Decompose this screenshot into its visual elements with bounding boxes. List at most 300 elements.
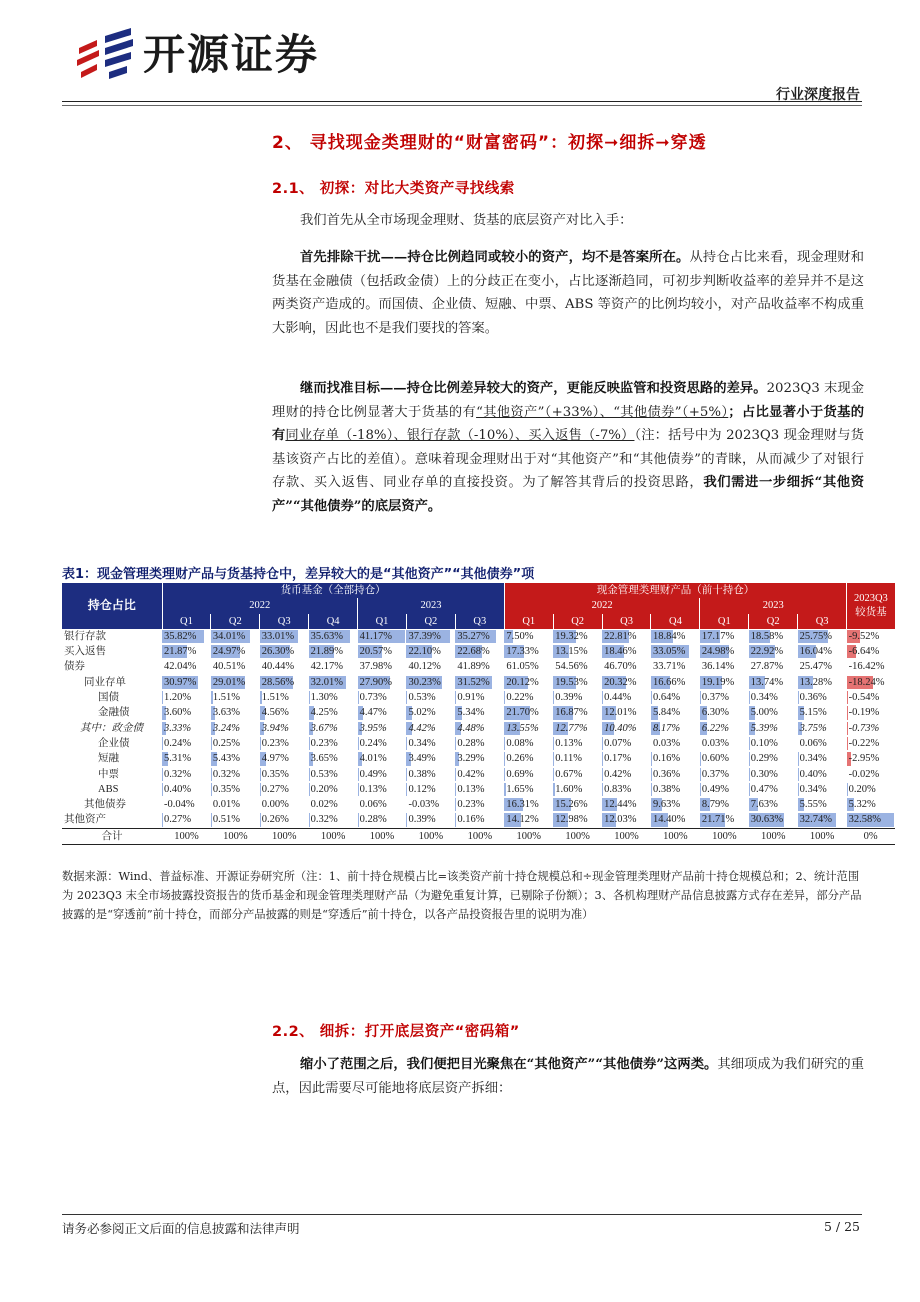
table-cell: [455, 797, 504, 812]
para-intro: 我们首先从全市场现金理财、货基的底层资产对比入手：: [300, 213, 633, 228]
cell-value: 5.32%: [848, 799, 876, 811]
cell-value: 1.51%: [212, 692, 241, 704]
table-row: [62, 782, 895, 797]
table-cell: [651, 782, 700, 797]
table-cell: [700, 736, 749, 751]
cell-value: 40.51%: [212, 661, 246, 673]
cell-value: 27.90%: [359, 676, 392, 688]
cell-value: 19.53%: [555, 676, 588, 688]
table-cell: [406, 629, 455, 644]
cell-value: 5.43%: [212, 753, 241, 765]
year-header: 2022: [504, 598, 700, 613]
cell-value: 4.48%: [457, 722, 485, 734]
cell-value: 5.31%: [164, 753, 192, 765]
cell-value: 18.58%: [750, 630, 784, 642]
cell-value: 54.56%: [555, 661, 588, 673]
cell-value: 24.98%: [701, 646, 735, 658]
table-cell: [651, 736, 700, 751]
table-body: [62, 629, 895, 845]
cell-value: 12.44%: [604, 799, 637, 811]
cell-value: 17.17%: [701, 630, 735, 642]
table-cell: [309, 690, 358, 705]
cell-value: 22.81%: [604, 630, 637, 642]
cell-value: 0.34%: [750, 692, 778, 704]
cell-value: 41.17%: [359, 630, 392, 642]
table-cell: [847, 644, 895, 659]
table-cell: 100%: [700, 828, 749, 844]
cell-value: 37.39%: [408, 630, 441, 642]
cell-value: 0.13%: [359, 783, 387, 795]
table-cell: [847, 812, 895, 828]
cell-value: 1.60%: [555, 783, 583, 795]
quarter-header: Q1: [358, 614, 407, 629]
cell-value: 0.44%: [604, 692, 632, 704]
cell-value: 16.87%: [555, 707, 588, 719]
cell-value: 21.87%: [164, 646, 197, 658]
table-cell: [602, 767, 651, 782]
cell-value: -0.02%: [848, 768, 880, 780]
cell-value: 18.46%: [604, 646, 637, 658]
table-cell: [651, 659, 700, 674]
table-cell: [162, 705, 211, 720]
table-cell: [260, 751, 309, 766]
cell-value: 0.73%: [359, 692, 387, 704]
cell-value: 8.79%: [701, 799, 729, 811]
quarter-header: Q2: [553, 614, 602, 629]
year-header: 2022: [162, 598, 358, 613]
quarter-header: Q4: [309, 614, 358, 629]
group-header-wm: 现金管理类理财产品（前十持仓）: [504, 583, 846, 598]
table-cell: 100%: [358, 828, 407, 844]
cell-value: -0.22%: [848, 737, 880, 749]
table-cell: [211, 751, 260, 766]
subsection-2-2-title: 2.2、 细拆：打开底层资产“密码箱”: [272, 1024, 520, 1040]
table-cell: [504, 797, 553, 812]
table-cell: 100%: [749, 828, 798, 844]
cell-value: 25.75%: [799, 630, 833, 642]
cell-value: 3.75%: [799, 722, 827, 734]
table-cell: [309, 644, 358, 659]
cell-value: 13.55%: [506, 722, 539, 734]
table-cell: [798, 751, 847, 766]
cell-value: 35.82%: [164, 630, 197, 642]
cell-value: 0.16%: [457, 814, 485, 826]
table-cell: [553, 721, 602, 736]
table-cell: [211, 659, 260, 674]
cell-value: 0.83%: [604, 783, 632, 795]
data-bar: [602, 691, 603, 704]
table-cell: [749, 812, 798, 828]
quarter-header: Q1: [700, 614, 749, 629]
table-cell: [260, 675, 309, 690]
header-rule-thin: [62, 105, 862, 106]
table-cell: [211, 767, 260, 782]
table-cell: [211, 797, 260, 812]
table-cell: [798, 812, 847, 828]
table-cell: [651, 644, 700, 659]
table-cell: [847, 659, 895, 674]
cell-value: 32.01%: [310, 676, 344, 688]
table-cell: [260, 721, 309, 736]
row-header-cell: 持仓占比: [62, 583, 162, 629]
cell-value: 21.70%: [506, 707, 539, 719]
cell-value: 27.87%: [750, 661, 784, 673]
cell-value: 41.89%: [457, 661, 490, 673]
data-bar: [847, 722, 848, 735]
row-label: 中票: [98, 768, 119, 780]
cell-value: -0.73%: [848, 722, 880, 734]
table-cell: [358, 659, 407, 674]
cell-value: 0.01%: [212, 799, 241, 811]
cell-value: 0.36%: [799, 692, 827, 704]
cell-value: 19.19%: [701, 676, 735, 688]
table-cell: [749, 721, 798, 736]
table-cell: [455, 721, 504, 736]
table-cell: 100%: [798, 828, 847, 844]
table-cell: [406, 690, 455, 705]
cell-value: 61.05%: [506, 661, 539, 673]
table-cell: [749, 675, 798, 690]
data-bar: [358, 691, 359, 704]
cell-value: 0.27%: [261, 783, 289, 795]
table-cell: [504, 675, 553, 690]
cell-value: 0.00%: [261, 799, 289, 811]
table-cell: [798, 797, 847, 812]
cell-value: 0.28%: [457, 737, 485, 749]
year-header: 2023: [358, 598, 505, 613]
quarter-header: Q2: [406, 614, 455, 629]
cell-value: -18.24%: [848, 676, 885, 688]
cell-value: 3.29%: [457, 753, 485, 765]
data-bar: [651, 691, 652, 704]
table-cell: [749, 690, 798, 705]
cell-value: 5.39%: [750, 722, 778, 734]
cell-value: 4.47%: [359, 707, 387, 719]
table-cell: [798, 782, 847, 797]
table-cell: [700, 812, 749, 828]
cell-value: -0.04%: [164, 799, 195, 811]
table-cell: [260, 782, 309, 797]
doc-type-label: 行业深度报告: [776, 87, 860, 103]
cell-value: 14.40%: [652, 814, 686, 826]
table-cell: [260, 690, 309, 705]
table-cell: [602, 812, 651, 828]
table-cell: [749, 659, 798, 674]
table-cell: [406, 675, 455, 690]
table-cell: [455, 690, 504, 705]
table-cell: [602, 629, 651, 644]
cell-value: 12.01%: [604, 707, 637, 719]
data-bar: [847, 691, 848, 704]
cell-value: 3.67%: [310, 722, 338, 734]
cell-value: 37.98%: [359, 661, 392, 673]
cell-value: -0.03%: [408, 799, 440, 811]
cell-value: 0.34%: [799, 783, 827, 795]
data-bar: [700, 752, 701, 765]
table-cell: [553, 797, 602, 812]
cell-value: 3.24%: [212, 722, 241, 734]
table-cell: [260, 629, 309, 644]
table-row: [62, 721, 895, 736]
table-cell: [700, 659, 749, 674]
cell-value: 25.47%: [799, 661, 833, 673]
table-cell: [504, 812, 553, 828]
table-cell: [749, 797, 798, 812]
table-cell: [358, 751, 407, 766]
table-row: [62, 767, 895, 782]
table-cell: [358, 782, 407, 797]
table-cell: [504, 690, 553, 705]
table-row: [62, 736, 895, 751]
cell-value: 6.22%: [701, 722, 729, 734]
table-cell: [455, 659, 504, 674]
table-cell: [406, 797, 455, 812]
table-cell: [504, 705, 553, 720]
cell-value: 0.40%: [799, 768, 827, 780]
table-cell: [749, 782, 798, 797]
para-drilldown-body: 其细项成为我们研究的重点，因此需要尽可能地将底层资产拆细：: [272, 1057, 865, 1096]
table-cell: [455, 675, 504, 690]
table-cell: [602, 751, 651, 766]
table-cell: [553, 659, 602, 674]
row-label: 其中：政金债: [80, 722, 143, 734]
para-exclude: [272, 246, 864, 340]
cell-value: 5.00%: [750, 707, 778, 719]
row-label: 其他债券: [84, 799, 126, 811]
quarter-header: Q2: [749, 614, 798, 629]
year-header: 2023: [700, 598, 847, 613]
para-target: [272, 377, 864, 518]
cell-value: 21.71%: [701, 814, 735, 826]
table-cell: [847, 721, 895, 736]
table-row: [62, 629, 895, 644]
cell-value: 0.06%: [359, 799, 387, 811]
cell-value: 3.60%: [164, 707, 192, 719]
cell-value: 30.63%: [750, 814, 784, 826]
table-cell: [211, 690, 260, 705]
cell-value: 0.29%: [750, 753, 778, 765]
cell-value: -16.42%: [848, 661, 885, 673]
table-cell: [700, 705, 749, 720]
table-cell: [406, 659, 455, 674]
table-cell: [162, 690, 211, 705]
table-cell: [406, 705, 455, 720]
table-cell: 100%: [602, 828, 651, 844]
footer-rule: [62, 1214, 862, 1215]
cell-value: 7.63%: [750, 799, 778, 811]
table-cell: [553, 751, 602, 766]
quarter-header: Q3: [455, 614, 504, 629]
cell-value: 34.01%: [212, 630, 246, 642]
table-cell: [651, 721, 700, 736]
cell-value: 0.34%: [799, 753, 827, 765]
cell-value: 0.47%: [750, 783, 778, 795]
table-cell: [798, 705, 847, 720]
row-label: 买入返售: [64, 646, 106, 658]
cell-value: 0.24%: [359, 737, 387, 749]
table-cell: [847, 705, 895, 720]
section-title: 2、 寻找现金类理财的“财富密码”：初探➞细拆➞穿透: [272, 133, 707, 153]
group-header-mmf: 货币基金（全部持仓）: [162, 583, 504, 598]
table-cell: [602, 675, 651, 690]
table-cell: 100%: [553, 828, 602, 844]
cell-value: 20.32%: [604, 676, 637, 688]
table-cell: [700, 782, 749, 797]
cell-value: 0.27%: [164, 814, 192, 826]
cell-value: 0.69%: [506, 768, 534, 780]
table-cell: 100%: [651, 828, 700, 844]
cell-value: 0.12%: [408, 783, 436, 795]
table-cell: [309, 736, 358, 751]
cell-value: 8.17%: [652, 722, 681, 734]
cell-value: 5.15%: [799, 707, 827, 719]
table-cell: [749, 751, 798, 766]
row-label: ABS: [98, 783, 119, 795]
table-cell: 100%: [309, 828, 358, 844]
table-cell: [700, 751, 749, 766]
cell-value: 1.20%: [164, 692, 192, 704]
para-target-underline-2: 同业存单（-18%）、银行存款（-10%）、买入返售（-7%）: [285, 428, 635, 443]
table-cell: [504, 782, 553, 797]
table-cell: [309, 721, 358, 736]
table-row: [62, 705, 895, 720]
cell-value: 24.97%: [212, 646, 246, 658]
cell-value: 33.01%: [261, 630, 295, 642]
cell-value: 0.34%: [408, 737, 436, 749]
brand-logo: [75, 28, 345, 84]
cell-value: -6.64%: [848, 646, 880, 658]
cell-value: 16.66%: [652, 676, 686, 688]
cell-value: 22.68%: [457, 646, 490, 658]
cell-value: 36.14%: [701, 661, 735, 673]
table-cell: [455, 751, 504, 766]
table-cell: [847, 797, 895, 812]
header-rule: [62, 101, 862, 102]
diff-header: [847, 583, 895, 629]
table-cell: [358, 705, 407, 720]
table-cell: [504, 644, 553, 659]
para-target-a: 2023Q3 末现金理财的持仓比例显著大于货基的有: [272, 381, 864, 420]
cell-value: 19.32%: [555, 630, 588, 642]
table-cell: [553, 690, 602, 705]
table-cell: [162, 751, 211, 766]
table-cell: [309, 751, 358, 766]
cell-value: 0.39%: [408, 814, 436, 826]
cell-value: 0.42%: [457, 768, 485, 780]
table-cell: [847, 767, 895, 782]
quarter-header: Q1: [504, 614, 553, 629]
cell-value: 30.97%: [164, 676, 197, 688]
data-bar: [211, 813, 212, 826]
cell-value: 0.13%: [555, 737, 583, 749]
cell-value: 3.65%: [310, 753, 338, 765]
table-cell: [455, 767, 504, 782]
table-cell: [798, 629, 847, 644]
cell-value: 20.57%: [359, 646, 392, 658]
table-row: [62, 690, 895, 705]
table-cell: [553, 767, 602, 782]
table-cell: [504, 751, 553, 766]
cell-value: 20.12%: [506, 676, 539, 688]
cell-value: 0.67%: [555, 768, 583, 780]
cell-value: 0.25%: [212, 737, 241, 749]
source-note: 数据来源：Wind、普益标准、开源证券研究所（注：1、前十持仓规模占比=该类资产前十持仓规模总和÷现金管理类理财产品前十持仓规模总和；2、统计范围为 2023Q3 末全市场披露投资报告的货币基金和现金管理类理财产品（为避免重复计算，已剔除子份额）；3、各机构理财产品信息披露方式存在差异，部分产品披露的是“穿透前”前十持仓，而部分产品披露的则是“穿透后”前十持仓，以各产品投资报告里的说明为准）: [62, 870, 862, 921]
cell-value: 0.53%: [408, 692, 436, 704]
table-cell: [358, 644, 407, 659]
row-label: 其他资产: [64, 814, 106, 826]
cell-value: 46.70%: [604, 661, 637, 673]
table-cell: [553, 644, 602, 659]
table-row: [62, 659, 895, 674]
table-cell: [749, 767, 798, 782]
cell-value: 0.36%: [652, 768, 681, 780]
cell-value: -2.95%: [848, 753, 880, 765]
table-cell: [260, 812, 309, 828]
para-target-conclusion: 我们需进一步细拆“其他资产”“其他债券”的底层资产。: [272, 475, 865, 514]
cell-value: 18.84%: [652, 630, 686, 642]
cell-value: 5.84%: [652, 707, 681, 719]
cell-value: -9.52%: [848, 630, 880, 642]
table-cell: [260, 659, 309, 674]
table-cell: [700, 690, 749, 705]
table-cell: [749, 644, 798, 659]
cell-value: 0.64%: [652, 692, 681, 704]
cell-value: 4.01%: [359, 753, 387, 765]
table-cell: [847, 629, 895, 644]
cell-value: 0.32%: [212, 768, 241, 780]
row-label: 同业存单: [84, 676, 126, 688]
table-cell: [309, 797, 358, 812]
cell-value: 0.35%: [212, 783, 241, 795]
cell-value: -0.54%: [848, 692, 880, 704]
holdings-table: [62, 583, 895, 845]
cell-value: 40.44%: [261, 661, 295, 673]
cell-value: 0.39%: [555, 692, 583, 704]
table-row: [62, 751, 895, 766]
quarter-header: Q3: [260, 614, 309, 629]
diff-header-line-1: 2023Q3: [853, 592, 888, 604]
cell-value: 12.98%: [555, 814, 588, 826]
table-cell: [162, 736, 211, 751]
para-exclude-lead: 首先排除干扰——持仓比例趋同或较小的资产，均不是答案所在。: [300, 250, 690, 265]
cell-value: 0.16%: [652, 753, 681, 765]
para-target-lead: 继而找准目标——持仓比例差异较大的资产，更能反映监管和投资思路的差异。: [300, 381, 767, 396]
table-cell: [651, 812, 700, 828]
cell-value: 4.25%: [310, 707, 338, 719]
table-cell: [847, 675, 895, 690]
table-cell: [309, 812, 358, 828]
quarter-header: Q2: [211, 614, 260, 629]
table-cell: [309, 629, 358, 644]
table-cell: [602, 721, 651, 736]
table-cell: [162, 782, 211, 797]
cell-value: 14.12%: [506, 814, 539, 826]
table-cell: [847, 751, 895, 766]
cell-value: 28.56%: [261, 676, 295, 688]
cell-value: 22.10%: [408, 646, 441, 658]
table-cell: [406, 644, 455, 659]
table-cell: [553, 812, 602, 828]
cell-value: 22.92%: [750, 646, 784, 658]
table-cell: 100%: [406, 828, 455, 844]
table-cell: [162, 629, 211, 644]
cell-value: 35.63%: [310, 630, 344, 642]
table-cell: [358, 812, 407, 828]
table-cell: [847, 782, 895, 797]
cell-value: 0.23%: [261, 737, 289, 749]
cell-value: -0.19%: [848, 707, 880, 719]
cell-value: 0.26%: [506, 753, 534, 765]
